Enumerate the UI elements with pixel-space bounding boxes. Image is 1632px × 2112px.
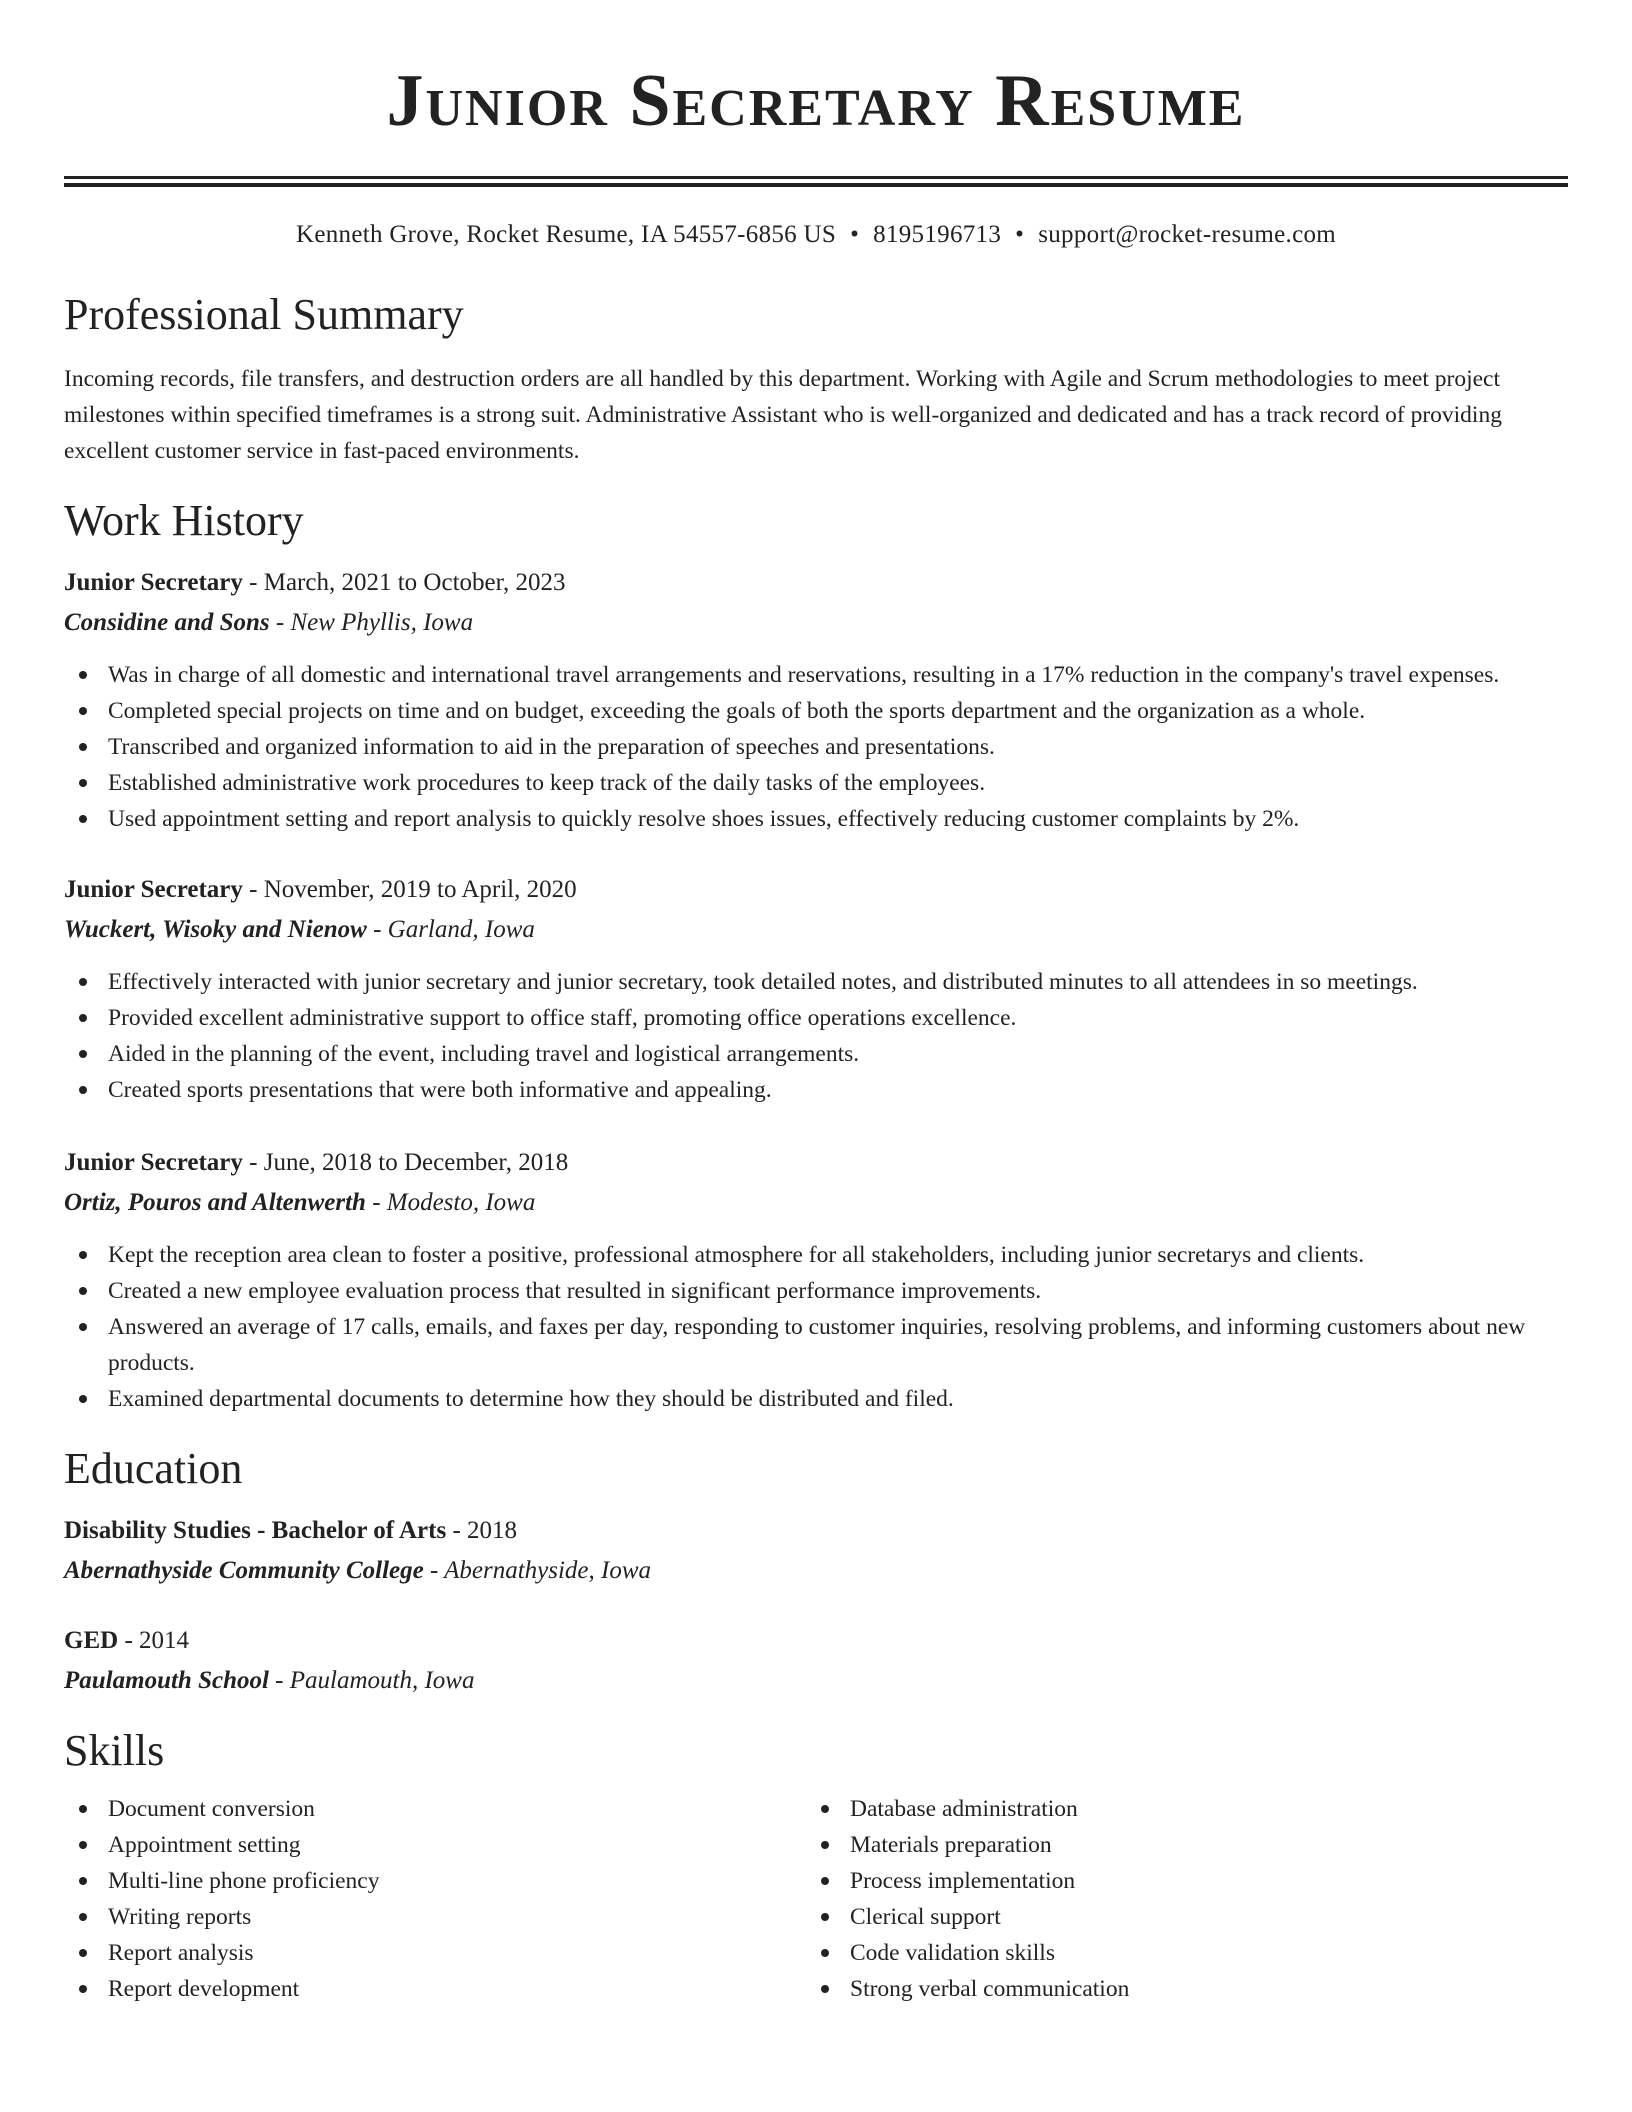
job-duty: Created sports presentations that were both informative and appealing.: [64, 1072, 1568, 1108]
contact-separator: •: [850, 221, 860, 248]
skill-item: Database administration: [806, 1791, 1548, 1827]
job-duties-list: [64, 1237, 1568, 1417]
job-title-line: [64, 1143, 1568, 1183]
education-school: Abernathyside Community College: [64, 1557, 424, 1584]
job-title: Junior Secretary: [64, 876, 243, 903]
job-duty: Answered an average of 17 calls, emails, and faxes per day, responding to customer inquiries, resolving problems, and informing customers about new products.: [64, 1309, 1568, 1381]
education-degree-line: [64, 1621, 1568, 1661]
contact-address: Kenneth Grove, Rocket Resume, IA 54557-6856 US: [295, 221, 837, 248]
summary-heading: Professional Summary: [64, 290, 464, 339]
job-employer: Ortiz, Pouros and Altenwerth: [64, 1189, 366, 1216]
job-duty: Provided excellent administrative support to office staff, promoting office operations excellence.: [64, 1000, 1568, 1036]
job-duty: Completed special projects on time and on budget, exceeding the goals of both the sports department and the organization as a whole.: [64, 693, 1568, 729]
job-dates: - March, 2021 to October, 2023: [242, 569, 566, 596]
summary-text: Incoming records, file transfers, and destruction orders are all handled by this department. Working with Agile and Scrum methodologies to meet project milestones within specified timeframes is a strong suit. Administrative Assistant who is well-organized and dedicated and has a track record of providing excellent customer service in fast-paced environments.: [64, 366, 1502, 464]
job-dates: - June, 2018 to December, 2018: [242, 1149, 569, 1176]
job-duty: Used appointment setting and report analysis to quickly resolve shoes issues, effectively reducing customer complaints by 2%.: [64, 801, 1568, 837]
education-school-line: [64, 1661, 1568, 1701]
job-title: Junior Secretary: [64, 1149, 243, 1176]
resume-title: Junior Secretary Resume: [386, 60, 1246, 142]
skills-list-left: [64, 1791, 806, 2007]
job-duty: Kept the reception area clean to foster a positive, professional atmosphere for all stakeholders, including junior secretarys and clients.: [64, 1237, 1568, 1273]
job-location: - Modesto, Iowa: [365, 1189, 536, 1216]
skill-item: Report development: [64, 1971, 806, 2007]
job-duty: Effectively interacted with junior secretary and junior secretary, took detailed notes, and distributed minutes to all attendees in so meetings.: [64, 964, 1568, 1000]
education-school: Paulamouth School: [64, 1667, 269, 1694]
job-employer-line: [64, 910, 1568, 950]
job-location: - New Phyllis, Iowa: [269, 609, 474, 636]
contact-separator: •: [1015, 221, 1025, 248]
job-title: Junior Secretary: [64, 569, 243, 596]
job-duty: Examined departmental documents to determine how they should be distributed and filed.: [64, 1381, 1568, 1417]
skill-item: Document conversion: [64, 1791, 806, 1827]
skills-list-right: [806, 1791, 1548, 2007]
job-duty: Transcribed and organized information to aid in the preparation of speeches and presentations.: [64, 729, 1568, 765]
skill-item: Materials preparation: [806, 1827, 1548, 1863]
skill-item: Writing reports: [64, 1899, 806, 1935]
job-duties-list: [64, 657, 1568, 837]
contact-phone: 8195196713: [873, 221, 1002, 248]
skill-item: Strong verbal communication: [806, 1971, 1548, 2007]
job-duties-list: [64, 964, 1568, 1108]
job-location: - Garland, Iowa: [366, 916, 535, 943]
job-entry: [64, 870, 1568, 1108]
job-duty: Aided in the planning of the event, including travel and logistical arrangements.: [64, 1036, 1568, 1072]
skill-item: Clerical support: [806, 1899, 1548, 1935]
skills-heading: Skills: [64, 1726, 165, 1775]
job-duty: Established administrative work procedures to keep track of the daily tasks of the employees.: [64, 765, 1568, 801]
education-location: - Paulamouth, Iowa: [268, 1667, 475, 1694]
job-employer: Wuckert, Wisoky and Nienow: [64, 916, 367, 943]
education-degree: Disability Studies - Bachelor of Arts: [64, 1517, 447, 1544]
title-divider: [64, 176, 1568, 187]
education-year: - 2014: [118, 1627, 190, 1654]
skill-item: Code validation skills: [806, 1935, 1548, 1971]
job-employer-line: [64, 1183, 1568, 1223]
education-school-line: [64, 1551, 1568, 1591]
job-employer-line: [64, 603, 1568, 643]
contact-line: [64, 219, 1568, 251]
job-entry: [64, 1143, 1568, 1417]
job-duty: Was in charge of all domestic and international travel arrangements and reservations, resulting in a 17% reduction in the company's travel expenses.: [64, 657, 1568, 693]
job-employer: Considine and Sons: [64, 609, 270, 636]
education-entry: [64, 1511, 1568, 1591]
job-dates: - November, 2019 to April, 2020: [242, 876, 577, 903]
education-degree: GED: [64, 1627, 119, 1654]
education-heading: Education: [64, 1444, 243, 1493]
skill-item: Report analysis: [64, 1935, 806, 1971]
job-title-line: [64, 870, 1568, 910]
skills-grid: [64, 1791, 1568, 2007]
job-duty: Created a new employee evaluation process that resulted in significant performance improvements.: [64, 1273, 1568, 1309]
contact-email: support@rocket-resume.com: [1038, 221, 1337, 248]
job-entry: [64, 563, 1568, 837]
education-location: - Abernathyside, Iowa: [423, 1557, 652, 1584]
education-degree-line: [64, 1511, 1568, 1551]
skill-item: Multi-line phone proficiency: [64, 1863, 806, 1899]
work-history-heading: Work History: [64, 496, 304, 545]
education-year: - 2018: [446, 1517, 518, 1544]
skill-item: Appointment setting: [64, 1827, 806, 1863]
skill-item: Process implementation: [806, 1863, 1548, 1899]
job-title-line: [64, 563, 1568, 603]
education-entry: [64, 1621, 1568, 1701]
